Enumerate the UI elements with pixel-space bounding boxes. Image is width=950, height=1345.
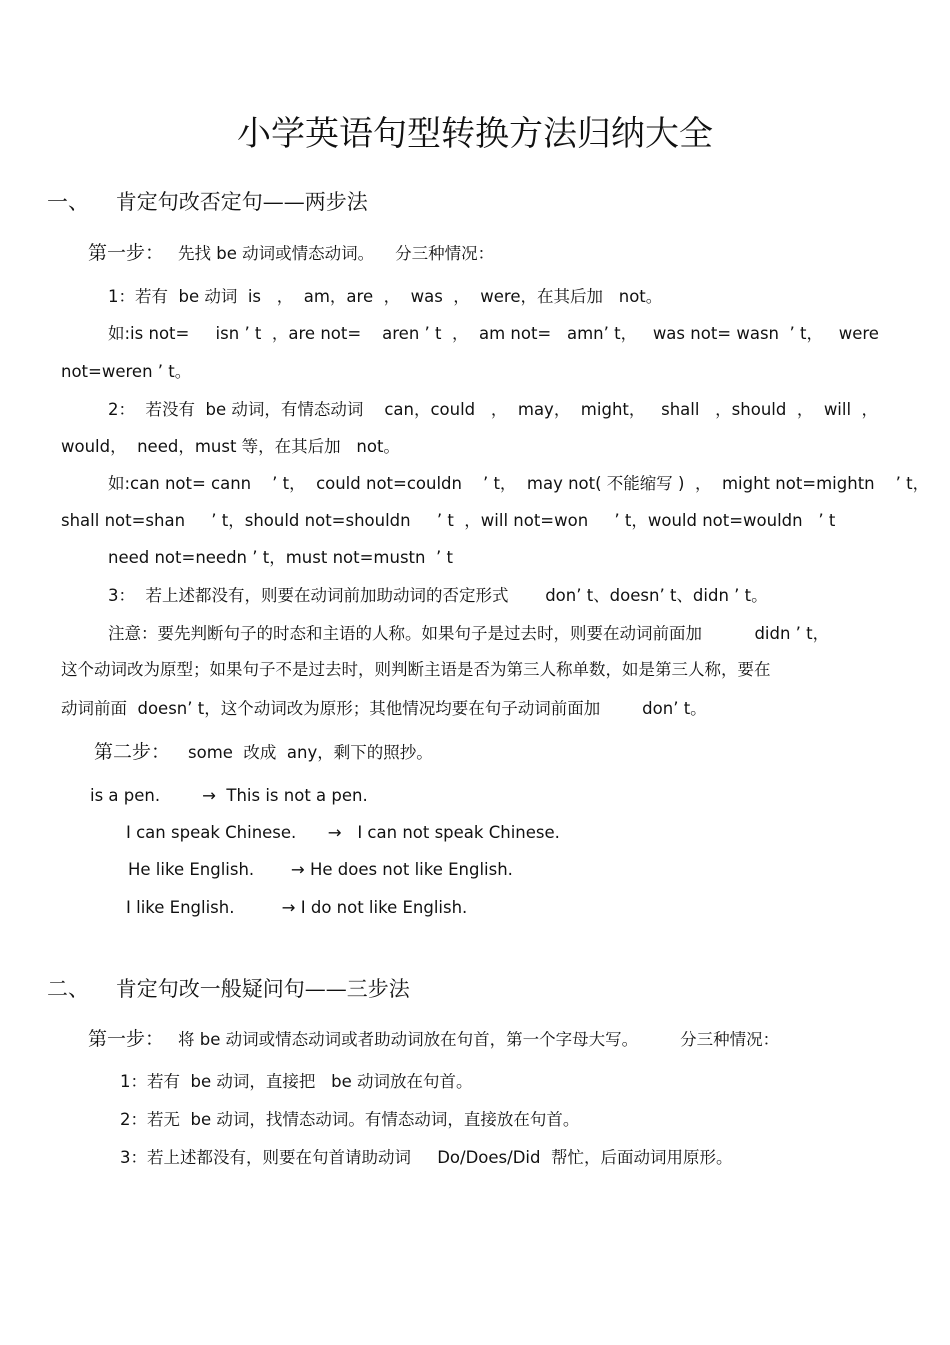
page-title: 小学英语句型转换方法归纳大全 xyxy=(237,114,713,154)
section-1-line: not=weren ’ t。 xyxy=(61,362,192,381)
section-1-step-2-text: some 改成 any，剩下的照抄。 xyxy=(188,743,433,762)
section-1-line: need not=needn ’ t，must not=mustn ’ t xyxy=(108,548,453,567)
section-1-note-line: 这个动词改为原型；如果句子不是过去时，则判断主语是否为第三人称单数，如是第三人称，要在 xyxy=(61,660,771,679)
section-2-heading: 二、 肯定句改一般疑问句——三步法 xyxy=(47,977,410,1001)
section-1-line: 2： 若没有 be 动词，有情态动词 can，could ， may， might， shall ，should ， will ， xyxy=(108,400,879,419)
section-2-line: 3：若上述都没有，则要在句首请助动词 Do/Does/Did 帮忙，后面动词用原形。 xyxy=(120,1148,733,1167)
section-1-line: 如:can not= cann ’ t， could not=couldn ’ t， may not( 不能缩写 ) ， might not=mightn ’ t， xyxy=(108,474,930,493)
section-1-line: shall not=shan ’ t，should not=shouldn ’ t ，will not=won ’ t，would not=wouldn ’ t xyxy=(61,511,836,530)
section-2-step-1-text: 将 be 动词或情态动词或者助动词放在句首，第一个字母大写。 分三种情况： xyxy=(178,1030,780,1049)
section-1-heading: 一、 肯定句改否定句——两步法 xyxy=(47,190,368,214)
example-line: I like English. → I do not like English. xyxy=(126,898,468,917)
section-2-line: 1：若有 be 动词，直接把 be 动词放在句首。 xyxy=(120,1072,473,1091)
section-1-step-2-label: 第二步： xyxy=(94,741,171,763)
section-1-line: 如:is not= isn ’ t ，are not= aren ’ t ， am not= amn’ t， was not= wasn ’ t， were xyxy=(108,324,879,343)
example-line: is a pen. → This is not a pen. xyxy=(90,786,368,805)
section-1-line: 3： 若上述都没有，则要在动词前加助动词的否定形式 don’ t、doesn’ t、didn ’ t。 xyxy=(108,586,768,605)
section-1-step-1-label: 第一步： xyxy=(88,242,165,264)
example-line: He like English. → He does not like English. xyxy=(128,860,513,879)
section-1-line: 1：若有 be 动词 is ， am，are ， was ， were，在其后加 not。 xyxy=(108,287,663,306)
section-1-note-line: 注意：要先判断句子的时态和主语的人称。如果句子是过去时，则要在动词前面加 didn ’ t， xyxy=(108,624,830,643)
example-line: I can speak Chinese. → I can not speak Chinese. xyxy=(126,823,560,842)
section-1-step-1-text: 先找 be 动词或情态动词。 分三种情况： xyxy=(178,244,495,263)
section-1-note-line: 动词前面 doesn’ t，这个动词改为原形；其他情况均要在句子动词前面加 don’ t。 xyxy=(61,699,707,718)
section-2-line: 2：若无 be 动词，找情态动词。有情态动词，直接放在句首。 xyxy=(120,1110,580,1129)
section-1-line: would， need，must 等，在其后加 not。 xyxy=(61,437,400,456)
section-2-step-1-label: 第一步： xyxy=(88,1028,165,1050)
